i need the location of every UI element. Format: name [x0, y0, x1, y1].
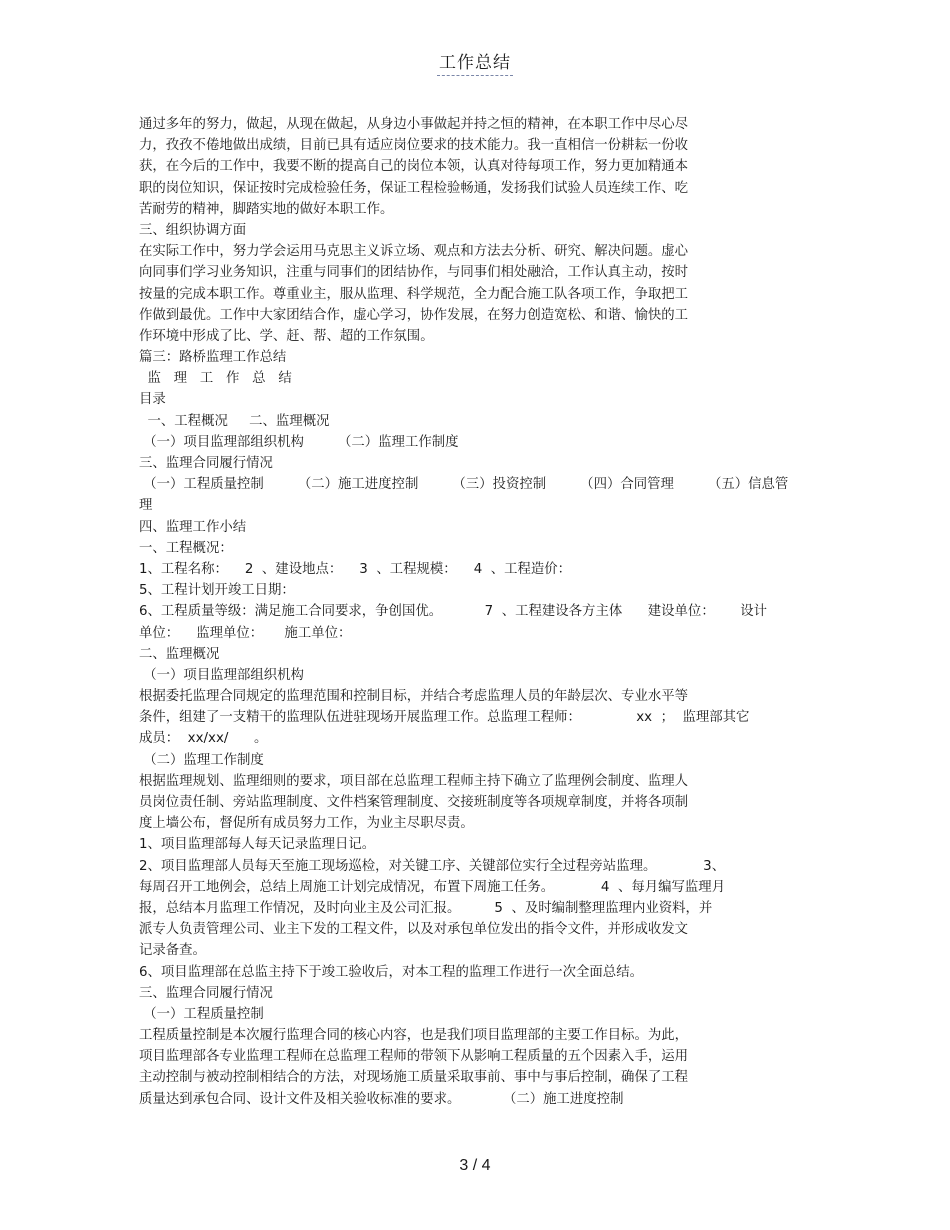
text-line: 苦耐劳的精神，脚踏实地的做好本职工作。: [139, 201, 394, 217]
text-line: 力，孜孜不倦地做出成绩，目前已具有适应岗位要求的技术能力。我一直相信一份耕耘一份收: [139, 138, 689, 154]
text-line: 三、监理合同履行情况: [139, 985, 273, 1001]
text-line: 按量的完成本职工作。尊重业主，服从监理、科学规范，全力配合施工队各项工作，争取把工: [139, 286, 689, 302]
text-line: 篇三：路桥监理工作总结: [139, 350, 287, 366]
text-line: 获，在今后的工作中，我要不断的提高自己的岗位本领，认真对待每项工作，努力更加精通本: [139, 159, 689, 175]
text-line: 5、工程计划开竣工日期：: [139, 583, 295, 599]
text-line: 三、监理合同履行情况: [139, 456, 273, 471]
text-line: 一、工程概况：: [139, 540, 233, 556]
text-line: 派专人负责管理公司、业主下发的工程文件，以及对承包单位发出的指令文件，并形成收发文: [139, 922, 689, 938]
text-line: 根据监理规划、监理细则的要求，项目部在总监理工程师主持下确立了监理例会制度、监理人: [139, 773, 689, 789]
text-line: 6、项目监理部在总监主持下于竣工验收后，对本工程的监理工作进行一次全面总结。: [139, 964, 643, 980]
text-line: 监 理 工 作 总 结: [139, 371, 292, 387]
text-line: 单位： 监理单位： 施工单位：: [139, 625, 352, 641]
text-line: 记录备查。: [139, 943, 206, 959]
page-number: 3 / 4: [459, 1157, 491, 1174]
text-line: 员岗位责任制、旁站监理制度、文件档案管理制度、交接班制度等各项规章制度，并将各项制: [139, 795, 689, 810]
text-line: （一）工程质量控制 （二）施工进度控制 （三）投资控制 （四）合同管理 （五）信息管: [139, 477, 789, 493]
text-line: 工程质量控制是本次履行监理合同的核心内容，也是我们项目监理部的主要工作目标。为此，: [139, 1028, 689, 1044]
text-line: （一）工程质量控制: [139, 1006, 264, 1022]
text-line: 通过多年的努力，做起，从现在做起，从身边小事做起并持之恒的精神，在本职工作中尽心尽: [139, 117, 689, 132]
text-line: 作环境中形成了比、学、赶、帮、超的工作氛围。: [139, 328, 434, 344]
text-line: 根据委托监理合同规定的监理范围和控制目标，并结合考虑监理人员的年龄层次、专业水平等: [139, 689, 689, 705]
text-line: 项目监理部各专业监理工程师在总监理工程师的带领下从影响工程质量的五个因素入手，运用: [139, 1049, 689, 1065]
text-line: （二）监理工作制度: [139, 752, 264, 768]
page-header: [0, 48, 950, 76]
text-line: 成员： xx/xx/ 。: [139, 731, 268, 747]
text-line: （一）项目监理部组织机构: [139, 667, 304, 683]
text-line: 6、工程质量等级：满足施工合同要求，争创国优。 7 、工程建设各方主体 建设单位： 设计: [139, 604, 768, 620]
text-line: 主动控制与被动控制相结合的方法，对现场施工质量采取事前、事中与事后控制，确保了工程: [139, 1070, 689, 1086]
text-line: 四、监理工作小结: [139, 519, 247, 535]
text-line: 三、组织协调方面: [139, 222, 247, 238]
text-line: （一）项目监理部组织机构 （二）监理工作制度: [139, 434, 459, 450]
text-line: 每周召开工地例会，总结上周施工计划完成情况，布置下周施工任务。 4 、每月编写监理月: [139, 879, 726, 895]
text-line: 报，总结本月监理工作情况，及时向业主及公司汇报。 5 、及时编制整理监理内业资料，并: [139, 900, 713, 916]
document-body: [139, 114, 811, 1110]
text-line: 1、项目监理部每人每天记录监理日记。: [139, 837, 376, 853]
text-line: 质量达到承包合同、设计文件及相关验收标准的要求。 （二）施工进度控制: [139, 1091, 624, 1107]
page-title: 工作总结: [437, 48, 513, 76]
text-line: 二、监理概况: [139, 646, 220, 662]
text-line: 理: [139, 498, 153, 514]
text-line: 条件，组建了一支精干的监理队伍进驻现场开展监理工作。总监理工程师： xx ； 监理部其它: [139, 710, 750, 726]
text-line: 职的岗位知识，保证按时完成检验任务，保证工程检验畅通，发扬我们试验人员连续工作、吃: [139, 180, 689, 196]
text-line: 度上墙公布，督促所有成员努力工作，为业主尽职尽责。: [139, 816, 474, 832]
text-line: 2、项目监理部人员每天至施工现场巡检，对关键工序、关键部位实行全过程旁站监理。 3、: [139, 858, 726, 874]
text-line: 作做到最优。工作中大家团结合作，虚心学习，协作发展，在努力创造宽松、和谐、愉快的工: [139, 307, 689, 323]
text-line: 在实际工作中，努力学会运用马克思主义诉立场、观点和方法去分析、研究、解决问题。虚心: [139, 244, 689, 260]
text-line: 1、工程名称： 2 、建设地点： 3 、工程规模： 4 、工程造价：: [139, 561, 572, 577]
text-line: 目录: [139, 392, 166, 408]
text-line: 向同事们学习业务知识，注重与同事们的团结协作，与同事们相处融洽，工作认真主动，按时: [139, 265, 689, 281]
text-line: 一、工程概况 二、监理概况: [139, 413, 330, 429]
